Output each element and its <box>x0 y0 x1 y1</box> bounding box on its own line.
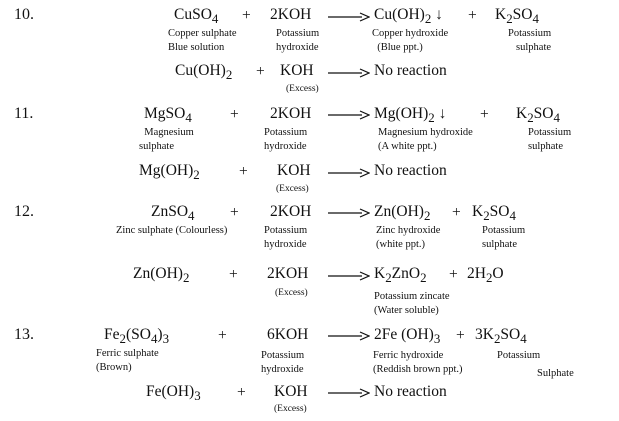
product-formula: $Mg(OH)_2$ ↓ <box>374 105 447 126</box>
product-label: Potassium zincate (Water soluble) <box>374 291 450 316</box>
plus-sign: + <box>256 63 265 80</box>
reaction-arrow <box>328 110 370 120</box>
product-formula: $K_2SO_4$ <box>495 6 539 27</box>
reagent-formula: 2KOH <box>270 6 312 23</box>
plus-sign: + <box>230 106 239 123</box>
product-label: Sulphate <box>537 368 574 379</box>
product-label: Zinc hydroxide (white ppt.) <box>376 225 441 250</box>
reagent-label: Potassium hydroxide <box>276 28 320 53</box>
reaction-arrow <box>328 388 370 398</box>
reactant-formula: MgSO$_4$ <box>144 105 192 126</box>
plus-sign: + <box>218 327 227 344</box>
reaction-arrow <box>328 12 370 22</box>
excess-note: (Excess) <box>276 184 309 194</box>
excess-note: (Excess) <box>275 288 308 298</box>
reagent-formula: 2KOH <box>270 105 312 122</box>
reaction-number: 12. <box>14 203 34 220</box>
excess-note: (Excess) <box>274 404 307 414</box>
product-formula: $Cu(OH)_2$ ↓ <box>374 6 443 27</box>
reaction-number: 11. <box>14 105 34 122</box>
excess-reagent-formula: KOH <box>280 62 314 79</box>
reactant-label: Copper sulphate Blue solution <box>168 28 237 53</box>
plus-sign: + <box>239 163 248 180</box>
reaction-number: 13. <box>14 326 34 343</box>
product-label: Magnesium hydroxide (A white ppt.) <box>378 127 473 152</box>
excess-reagent-formula: KOH <box>277 162 311 179</box>
precipitate-arrow-icon: ↓ <box>435 6 443 23</box>
plus-sign: + <box>480 106 489 123</box>
plus-sign: + <box>237 384 246 401</box>
reagent-formula: 2KOH <box>270 203 312 220</box>
reaction-result: No reaction <box>374 62 447 79</box>
product-label: Potassium sulphate <box>482 225 526 250</box>
reaction-arrow <box>328 168 370 178</box>
plus-sign: + <box>468 7 477 24</box>
product-label: Ferric hydroxide (Reddish brown ppt.) <box>373 350 463 375</box>
reagent-formula: 6KOH <box>267 326 309 343</box>
reactant-label: Magnesium sulphate <box>139 127 194 152</box>
reaction-arrow <box>328 271 370 281</box>
excess-reactant-formula: $Cu(OH)_2$ <box>175 62 233 83</box>
product-formula: $K_2ZnO_2$ <box>374 265 427 286</box>
excess-reactant-formula: $Mg(OH)_2$ <box>139 162 200 183</box>
product-formula: $2H_2O$ <box>467 265 504 286</box>
product-label: Potassium <box>497 350 541 361</box>
reactant-label: Ferric sulphate (Brown) <box>96 348 159 373</box>
reactant-formula: $Fe_2(SO_4)_3$ <box>104 326 170 347</box>
reactant-label: Zinc sulphate (Colourless) <box>116 225 228 236</box>
plus-sign: + <box>452 204 461 221</box>
product-formula: $K_2SO_4$ <box>472 203 516 224</box>
plus-sign: + <box>230 204 239 221</box>
product-formula: $Zn(OH)_2$ <box>374 203 431 224</box>
product-label: Copper hydroxide (Blue ppt.) <box>372 28 449 53</box>
reactant-formula: CuSO$_4$ <box>174 6 219 27</box>
reaction-arrow <box>328 208 370 218</box>
excess-reagent-formula: 2KOH <box>267 265 309 282</box>
excess-reagent-formula: KOH <box>274 383 308 400</box>
reagent-label: Potassium hydroxide <box>264 127 308 152</box>
plus-sign: + <box>449 266 458 283</box>
reaction-arrow <box>328 68 370 78</box>
reaction-result: No reaction <box>374 162 447 179</box>
reaction-arrow <box>328 331 370 341</box>
product-formula: 2Fe $(OH)_3$ <box>374 326 441 347</box>
plus-sign: + <box>456 327 465 344</box>
plus-sign: + <box>229 266 238 283</box>
reagent-label: Potassium hydroxide <box>264 225 308 250</box>
excess-reactant-formula: $Fe(OH)_3$ <box>146 383 201 404</box>
precipitate-arrow-icon: ↓ <box>438 105 447 122</box>
reaction-result: No reaction <box>374 383 447 400</box>
reactant-formula: ZnSO$_4$ <box>151 203 195 224</box>
product-label: Potassium sulphate <box>528 127 572 152</box>
reaction-number: 10. <box>14 6 34 23</box>
product-formula: $K_2SO_4$ <box>516 105 560 126</box>
product-formula: $3K_2SO_4$ <box>475 326 527 347</box>
reagent-label: Potassium hydroxide <box>261 350 305 375</box>
excess-reactant-formula: $Zn(OH)_2$ <box>133 265 190 286</box>
excess-note: (Excess) <box>286 84 319 94</box>
product-label: Potassium sulphate <box>508 28 552 53</box>
plus-sign: + <box>242 7 251 24</box>
